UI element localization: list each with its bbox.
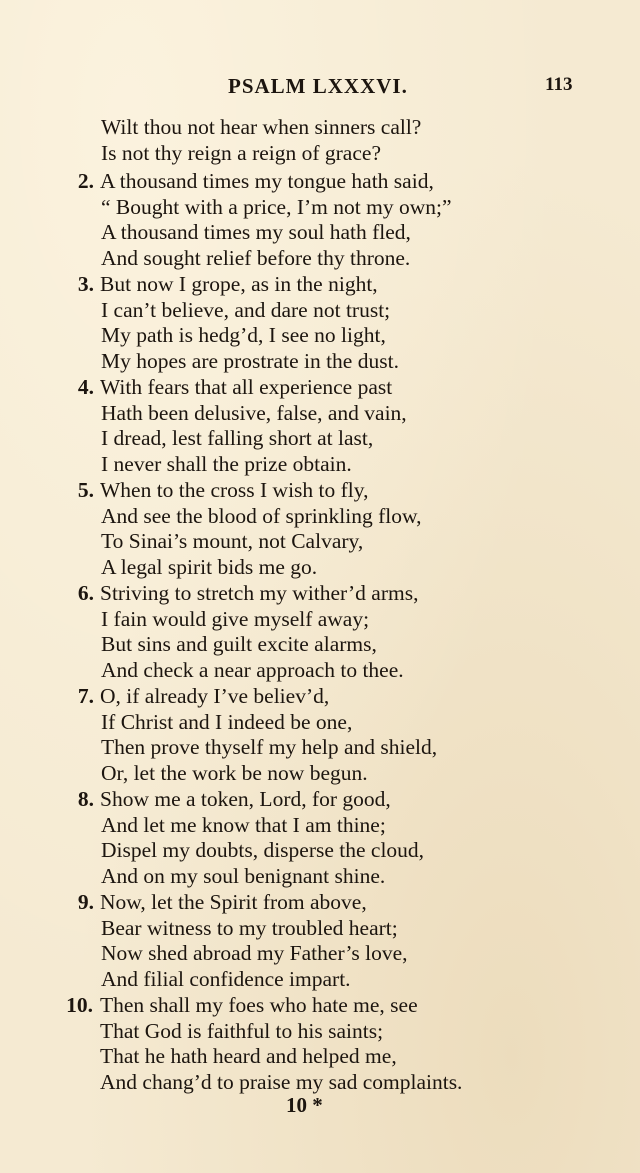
running-head xyxy=(0,74,640,102)
verse-4 xyxy=(0,375,640,477)
verse-line xyxy=(0,787,640,813)
verse-line xyxy=(0,195,640,221)
verse-line-text: Hath been delusive, false, and vain, xyxy=(101,400,407,425)
verse-line-text: Then shall my foes who hate me, see xyxy=(100,993,418,1017)
verse-line-text: To Sinai’s mount, not Calvary, xyxy=(101,529,364,554)
verse-line-text: And see the blood of sprinkling flow, xyxy=(101,503,422,528)
verse-line xyxy=(0,967,640,993)
verse-line-text: And filial confidence impart. xyxy=(101,966,351,991)
verse-line-text: Then prove thyself my help and shield, xyxy=(101,735,438,760)
verse-line xyxy=(0,813,640,839)
verse-number: 8. xyxy=(77,787,94,811)
signature-mark: 10 * xyxy=(286,1093,323,1117)
verse-line xyxy=(0,220,640,246)
verse-line xyxy=(0,684,640,710)
verse-line xyxy=(0,452,640,478)
verse-number: 10. xyxy=(66,993,93,1017)
verse-line xyxy=(0,1070,640,1096)
verse-line xyxy=(0,504,640,530)
verse-line xyxy=(0,607,640,633)
verse-line-text: A legal spirit bids me go. xyxy=(101,554,318,579)
verse-line-text: And chang’d to praise my sad complaints. xyxy=(100,1069,463,1094)
verse-line-text: I fain would give myself away; xyxy=(101,606,370,631)
verse-line xyxy=(0,993,640,1019)
verse-line xyxy=(0,916,640,942)
verse-line-text: I dread, lest falling short at last, xyxy=(101,426,374,451)
verse-line-text: A thousand times my soul hath fled, xyxy=(101,220,411,245)
page-title: PSALM LXXXVI. xyxy=(228,74,408,98)
verse-line-text: Now shed abroad my Father’s love, xyxy=(101,941,408,966)
verse-continuation xyxy=(0,115,640,166)
verse-line-text: When to the cross I wish to fly, xyxy=(100,478,369,502)
verse-5 xyxy=(0,478,640,580)
verse-line xyxy=(0,375,640,401)
verse-line-text: Show me a token, Lord, for good, xyxy=(100,787,391,811)
verse-line xyxy=(0,426,640,452)
verse-line-text: And on my soul benignant shine. xyxy=(101,863,386,888)
verse-line-text: And let me know that I am thine; xyxy=(101,812,386,837)
verse-line xyxy=(0,349,640,375)
verse-line xyxy=(0,735,640,761)
verse-line-text: O, if already I’ve believ’d, xyxy=(100,684,330,708)
verse-line xyxy=(0,864,640,890)
verse-line xyxy=(0,401,640,427)
verse-line xyxy=(0,115,640,141)
verse-6 xyxy=(0,581,640,683)
verse-line-text: And sought relief before thy throne. xyxy=(101,245,411,270)
verse-line xyxy=(0,838,640,864)
verse-line xyxy=(0,941,640,967)
verse-line-text: Is not thy reign a reign of grace? xyxy=(101,140,381,165)
verse-line xyxy=(0,761,640,787)
verse-line-text: Striving to stretch my wither’d arms, xyxy=(100,581,419,605)
verse-line-text: Now, let the Spirit from above, xyxy=(100,890,367,914)
verse-line-text: Wilt thou not hear when sinners call? xyxy=(101,115,422,139)
verse-line xyxy=(0,710,640,736)
verse-line-text: If Christ and I indeed be one, xyxy=(101,709,353,734)
verse-line xyxy=(0,141,640,167)
verse-line-text: Dispel my doubts, disperse the cloud, xyxy=(101,838,425,863)
verse-line xyxy=(0,272,640,298)
verse-line-text: “ Bought with a price, I’m not my own;” xyxy=(101,194,452,219)
verse-line xyxy=(0,658,640,684)
verse-line xyxy=(0,632,640,658)
verse-line-text: A thousand times my tongue hath said, xyxy=(100,169,434,193)
verse-3 xyxy=(0,272,640,374)
verse-line-text: My path is hedg’d, I see no light, xyxy=(101,323,386,348)
verse-10 xyxy=(0,993,640,1095)
verse-9 xyxy=(0,890,640,992)
page-number: 113 xyxy=(545,74,573,95)
verse-line-text: But sins and guilt excite alarms, xyxy=(101,632,377,657)
verse-7 xyxy=(0,684,640,786)
verse-number: 3. xyxy=(77,272,94,296)
verse-2 xyxy=(0,169,640,271)
verse-line-text: Or, let the work be now begun. xyxy=(101,760,368,785)
verse-line xyxy=(0,169,640,195)
verse-number: 5. xyxy=(77,478,94,502)
verse-line xyxy=(0,581,640,607)
verse-line xyxy=(0,555,640,581)
verse-line xyxy=(0,246,640,272)
verse-line-text: I can’t believe, and dare not trust; xyxy=(101,297,391,322)
verse-number: 2. xyxy=(77,169,94,193)
verse-line xyxy=(0,1044,640,1070)
verse-line xyxy=(0,1019,640,1045)
verse-line xyxy=(0,890,640,916)
verse-line-text: With fears that all experience past xyxy=(100,375,393,399)
verse-line-text: But now I grope, as in the night, xyxy=(100,272,378,296)
verse-line-text: That he hath heard and helped me, xyxy=(100,1044,397,1069)
verse-line-text: That God is faithful to his saints; xyxy=(100,1018,384,1043)
verse-number: 9. xyxy=(77,890,94,914)
verse-number: 4. xyxy=(77,375,94,399)
verse-line xyxy=(0,323,640,349)
verse-number: 7. xyxy=(77,684,94,708)
verse-line-text: Bear witness to my troubled heart; xyxy=(101,915,398,940)
verse-8 xyxy=(0,787,640,889)
verse-line xyxy=(0,478,640,504)
verse-line xyxy=(0,298,640,324)
verse-line xyxy=(0,529,640,555)
verse-line-text: My hopes are prostrate in the dust. xyxy=(101,348,399,373)
verse-line-text: And check a near approach to thee. xyxy=(101,657,404,682)
verse-number: 6. xyxy=(77,581,94,605)
verse-line-text: I never shall the prize obtain. xyxy=(101,451,352,476)
